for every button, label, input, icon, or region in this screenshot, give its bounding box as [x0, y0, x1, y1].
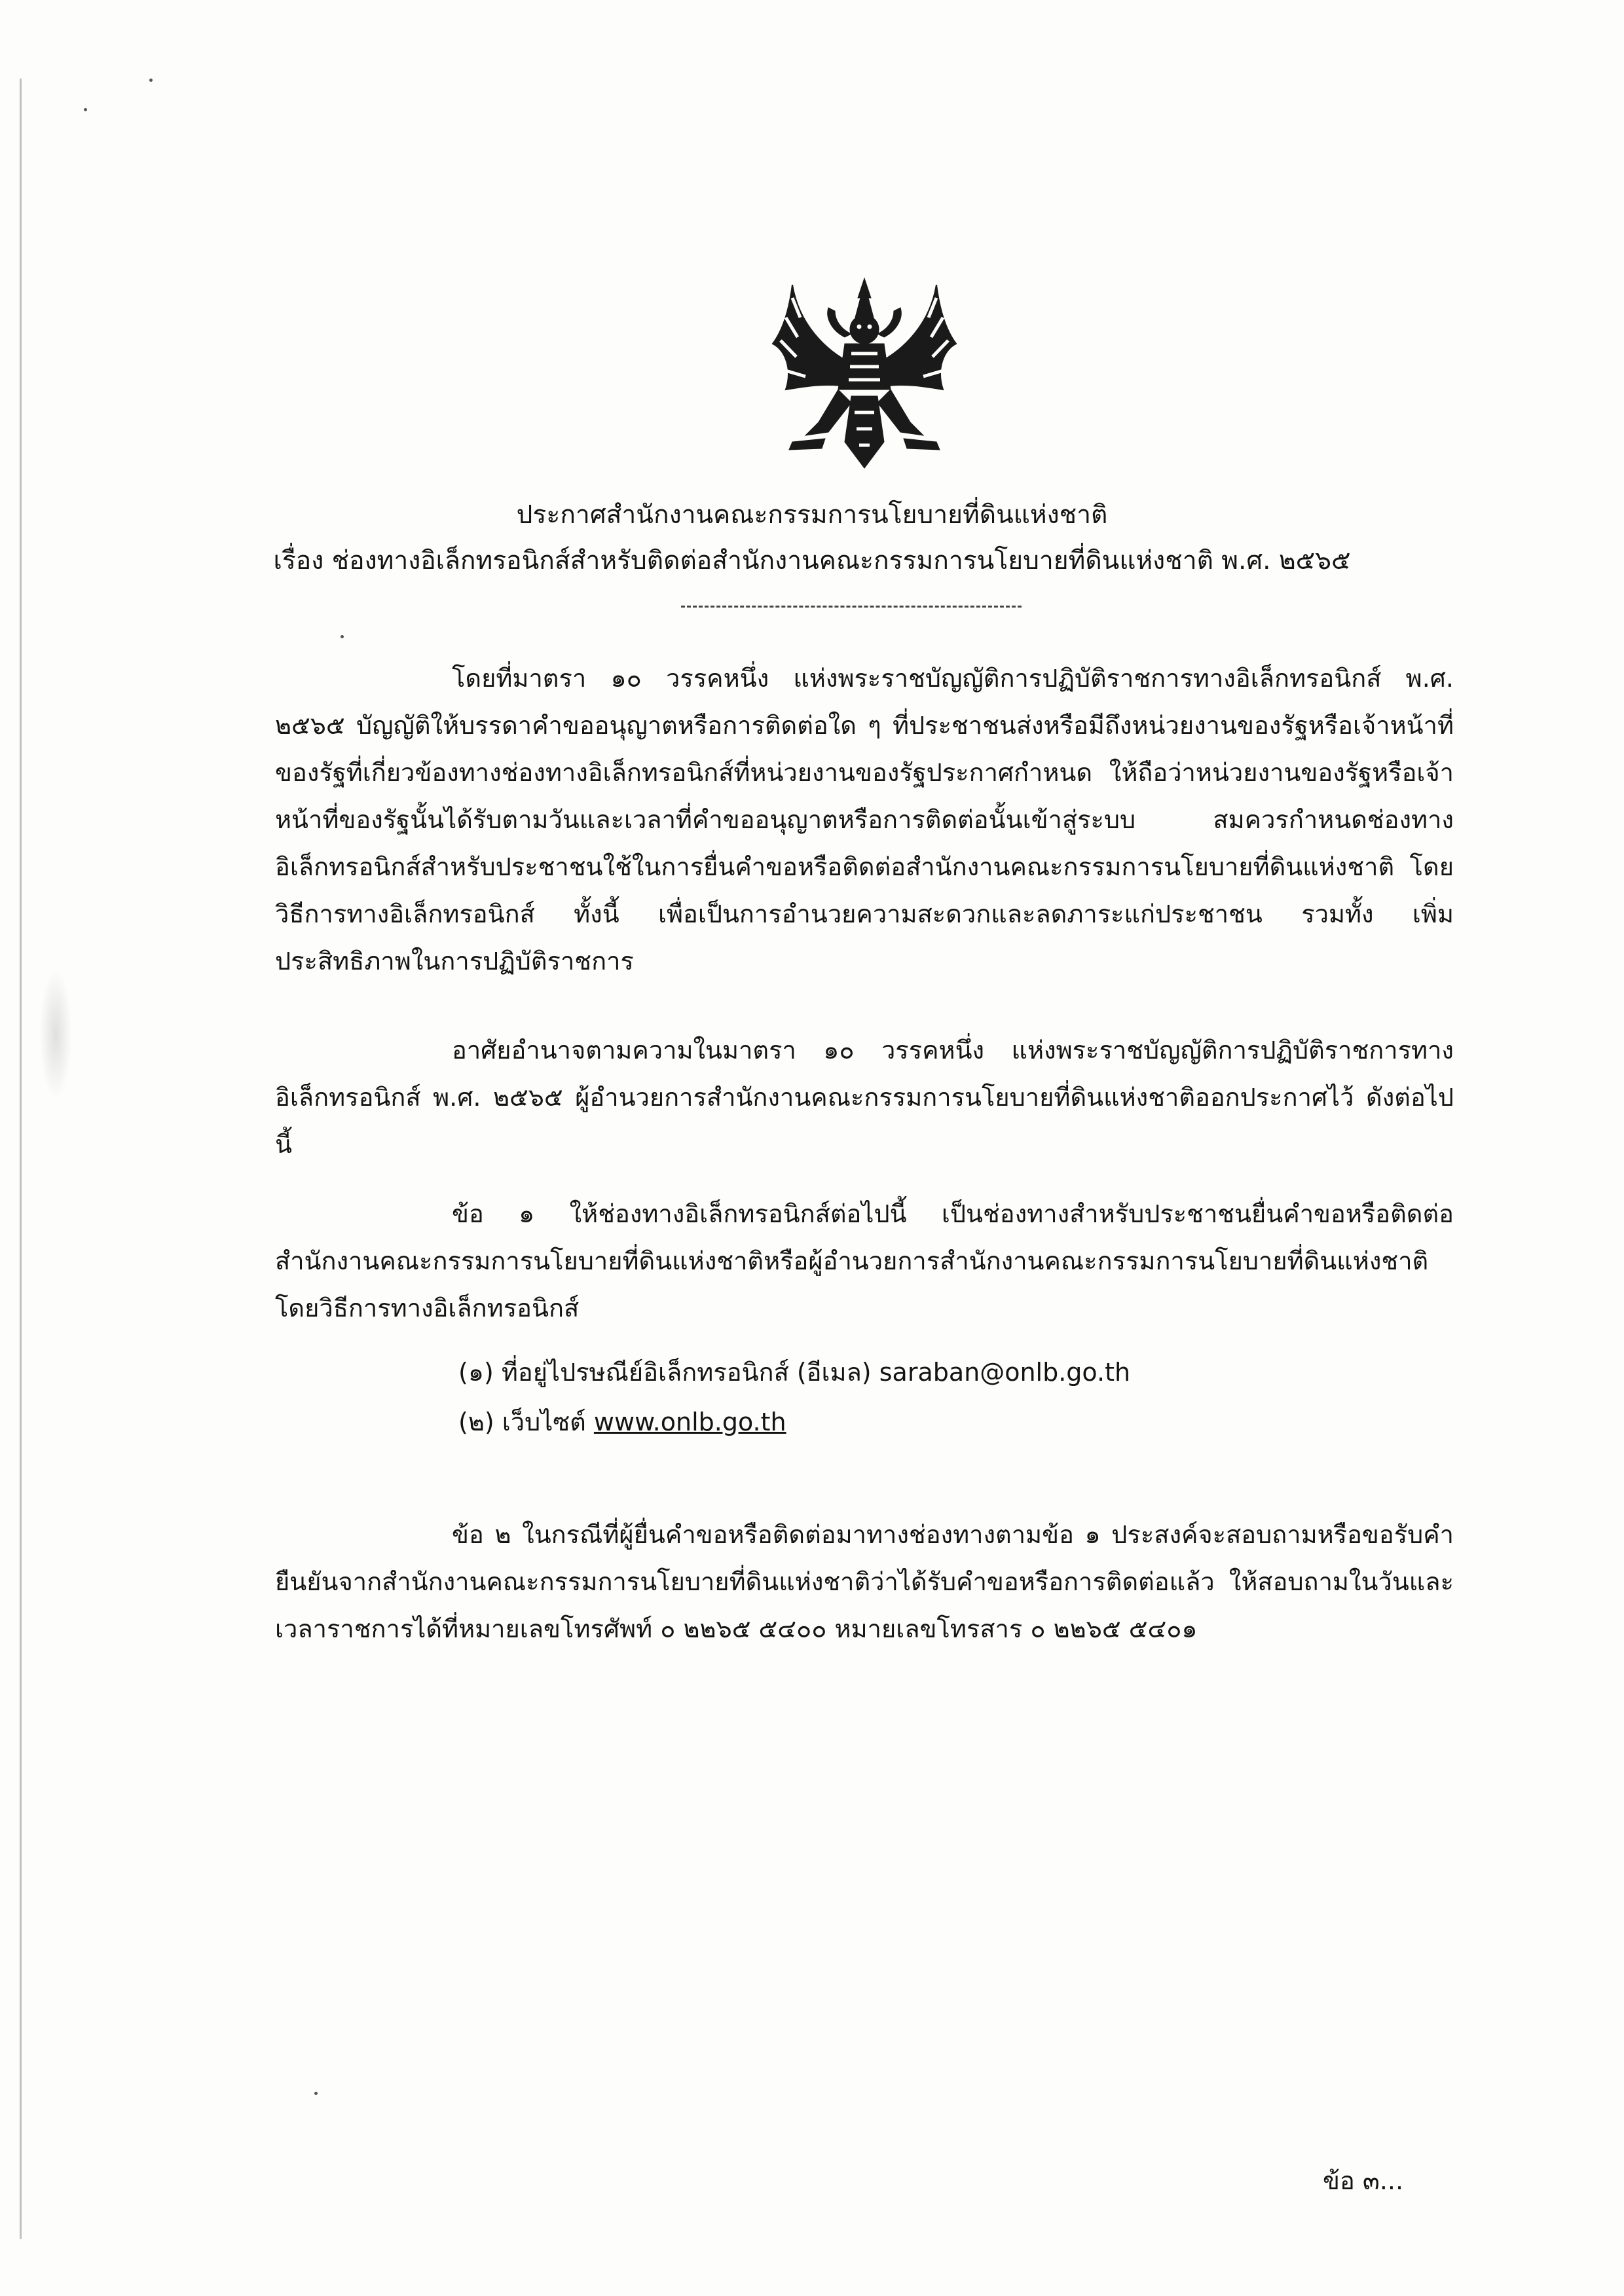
- page-continuation: ข้อ ๓...: [1323, 2166, 1404, 2195]
- paragraph-authority: อาศัยอำนาจตามความในมาตรา ๑๐ วรรคหนึ่ง แห่งพระราชบัญญัติการปฏิบัติราชการทางอิเล็กทรอนิกส์ พ.ศ. ๒๕๖๕ ผู้อำนวยการสำนักงานคณะกรรมการนโยบายที่ดินแห่งชาติออกประกาศไว้ ดังต่อไปนี้: [275, 1036, 1454, 1159]
- scan-speck: [149, 79, 153, 82]
- title-divider: [681, 606, 1022, 608]
- paragraph-clause-2: ข้อ ๒ ในกรณีที่ผู้ยื่นคำขอหรือติดต่อมาทางช่องทางตามข้อ ๑ ประสงค์จะสอบถามหรือขอรับคำยืนยันจากสำนักงานคณะกรรมการนโยบายที่ดินแห่งชาติว่าได้รับคำขอหรือการติดต่อแล้ว ให้สอบถามในวันและเวลาราชการได้ที่หมายเลขโทรศัพท์ ๐ ๒๒๖๕ ๕๔๐๐ หมายเลขโทรสาร ๐ ๒๒๖๕ ๕๔๐๑: [275, 1520, 1454, 1643]
- channel-website-item: [458, 1398, 786, 1446]
- channel-email-label: (๑) ที่อยู่ไปรษณีย์อิเล็กทรอนิกส์ (อีเมล): [458, 1358, 872, 1387]
- announcement-title: ประกาศสำนักงานคณะกรรมการนโยบายที่ดินแห่งชาติ: [516, 500, 1108, 530]
- scan-speck: [84, 108, 87, 111]
- scan-smudge: [39, 969, 72, 1100]
- scan-speck: [341, 635, 344, 638]
- paragraph-clause-1: ข้อ ๑ ให้ช่องทางอิเล็กทรอนิกส์ต่อไปนี้ เป็นช่องทางสำหรับประชาชนยื่นคำขอหรือติดต่อสำนักงานคณะกรรมการนโยบายที่ดินแห่งชาติหรือผู้อำนวยการสำนักงานคณะกรรมการนโยบายที่ดินแห่งชาติโดยวิธีการทางอิเล็กทรอนิกส์: [275, 1199, 1454, 1322]
- garuda-emblem-icon: [753, 272, 976, 481]
- channel-email-address[interactable]: saraban@onlb.go.th: [879, 1358, 1131, 1387]
- channel-email-item: [458, 1349, 1130, 1396]
- paragraph-preamble: โดยที่มาตรา ๑๐ วรรคหนึ่ง แห่งพระราชบัญญัติการปฏิบัติราชการทางอิเล็กทรอนิกส์ พ.ศ. ๒๕๖๕ บัญญัติให้บรรดาคำขออนุญาตหรือการติดต่อใด ๆ ที่ประชาชนส่งหรือมีถึงหน่วยงานของรัฐหรือเจ้าหน้าที่ของรัฐที่เกี่ยวข้องทางช่องทางอิเล็กทรอนิกส์ที่หน่วยงานของรัฐประกาศกำหนด ให้ถือว่าหน่วยงานของรัฐหรือเจ้าหน้าที่ของรัฐนั้นได้รับตามวันและเวลาที่คำขออนุญาตหรือการติดต่อนั้นเข้าสู่ระบบ สมควรกำหนดช่องทางอิเล็กทรอนิกส์สำหรับประชาชนใช้ในการยื่นคำขอหรือติดต่อสำนักงานคณะกรรมการนโยบายที่ดินแห่งชาติ โดยวิธีการทางอิเล็กทรอนิกส์ ทั้งนี้ เพื่อเป็นการอำนวยความสะดวกและลดภาระแก่ประชาชน รวมทั้ง เพิ่มประสิทธิภาพในการปฏิบัติราชการ: [275, 664, 1454, 975]
- scan-speck: [314, 2092, 318, 2095]
- channel-website-link[interactable]: www.onlb.go.th: [593, 1408, 786, 1436]
- announcement-subject: เรื่อง ช่องทางอิเล็กทรอนิกส์สำหรับติดต่อสำนักงานคณะกรรมการนโยบายที่ดินแห่งชาติ พ.ศ. ๒๕๖๕: [273, 546, 1351, 575]
- scan-edge-line: [20, 79, 22, 2239]
- channel-website-label: (๒) เว็บไซต์: [458, 1408, 586, 1436]
